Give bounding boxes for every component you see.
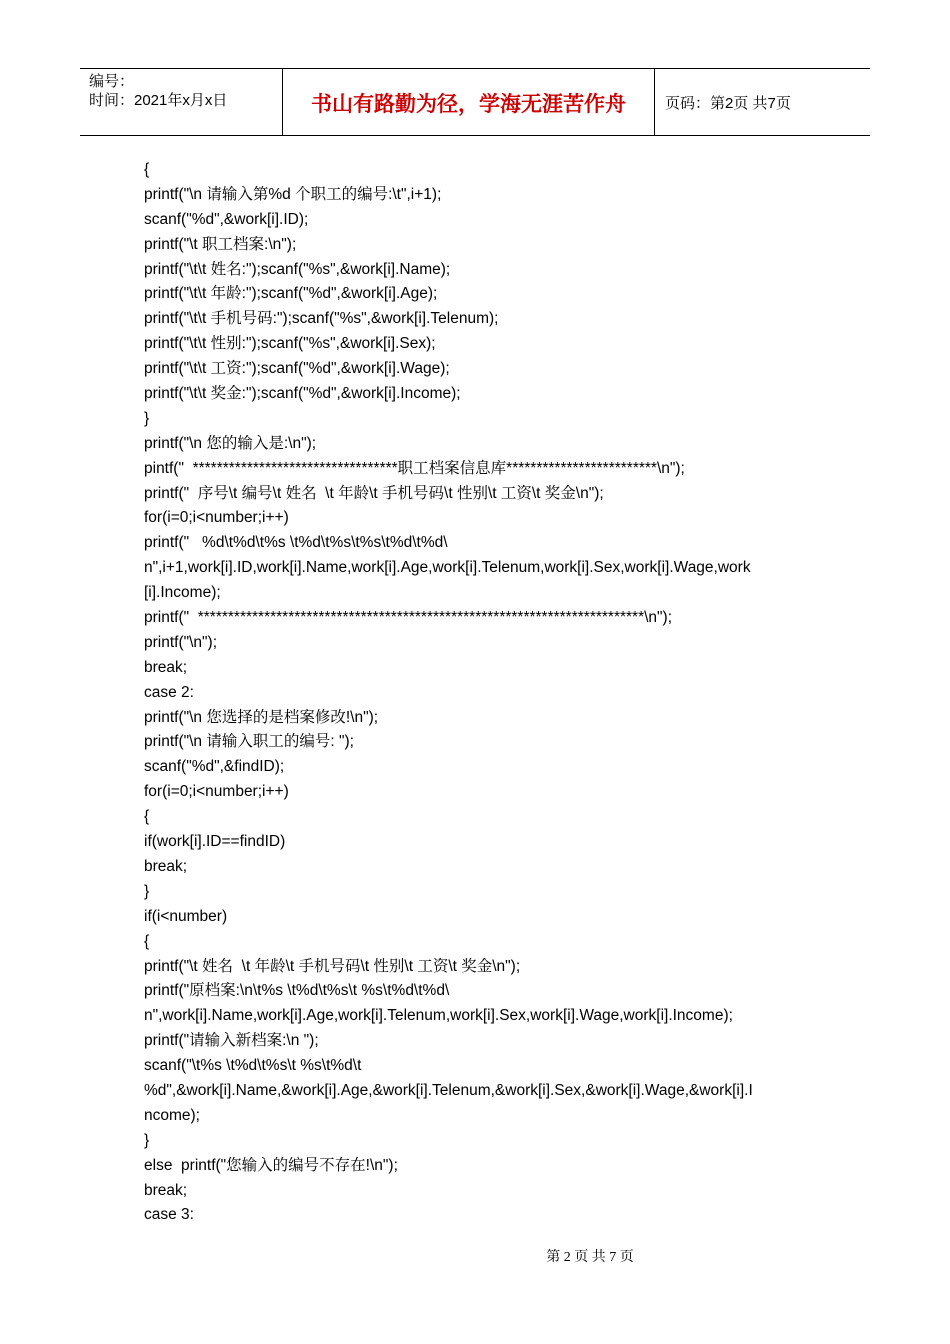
code-line: if(i<number): [144, 907, 228, 925]
code-line: pintf(" **********************************职工档案信息库*************************\n");: [144, 459, 685, 477]
code-line: case 3:: [144, 1206, 194, 1224]
code-line: printf("\t\t 奖金:");scanf("%d",&work[i].Income);: [144, 385, 461, 403]
footer-page-number: 第 2 页 共 7 页: [546, 1250, 634, 1265]
code-line: }: [144, 1131, 150, 1149]
code-line: printf("\t 职工档案:\n");: [144, 235, 297, 253]
code-line: printf(" %d\t%d\t%s \t%d\t%s\t%s\t%d\t%d\: [144, 534, 448, 552]
code-line: break;: [144, 1181, 188, 1199]
motto-text: 书山有路勤为径，学海无涯苦作舟: [311, 92, 626, 116]
code-line: {: [144, 161, 150, 178]
serial-label: 编号：: [89, 73, 135, 90]
code-line: printf("\t\t 手机号码:");scanf("%s",&work[i].Telenum);: [144, 310, 499, 328]
code-line: scanf("\t%s \t%d\t%s\t %s\t%d\t: [144, 1057, 362, 1075]
code-line: {: [144, 932, 150, 950]
code-line: printf(" **************************************************************************\n");: [144, 609, 672, 627]
code-line: %d",&work[i].Name,&work[i].Age,&work[i].Telenum,&work[i].Sex,&work[i].Wage,&work[i].I: [144, 1081, 753, 1099]
code-line: [i].Income);: [144, 584, 221, 602]
code-line: printf("原档案:\n\t%s \t%d\t%s\t %s\t%d\t%d\: [144, 982, 450, 1000]
page-header: [80, 68, 870, 136]
code-line: printf("\t\t 年龄:");scanf("%d",&work[i].Age);: [144, 285, 438, 303]
code-line: scanf("%d",&findID);: [144, 758, 285, 776]
code-line: printf("\n 请输入职工的编号: ");: [144, 733, 354, 751]
code-line: printf("\n 您的输入是:\n");: [144, 434, 317, 452]
code-line: {: [144, 808, 150, 826]
code-line: for(i=0;i<number;i++): [144, 783, 289, 801]
code-block: [144, 158, 834, 1228]
code-line: printf("\t\t 性别:");scanf("%s",&work[i].Sex);: [144, 335, 436, 353]
code-line: else printf("您输入的编号不存在!\n");: [144, 1156, 398, 1174]
code-line: printf("\t 姓名 \t 年龄\t 手机号码\t 性别\t 工资\t 奖金\n");: [144, 957, 521, 975]
code-line: n",i+1,work[i].ID,work[i].Name,work[i].Age,work[i].Telenum,work[i].Sex,work[i].Wage,work: [144, 559, 751, 577]
code-line: n",work[i].Name,work[i].Age,work[i].Telenum,work[i].Sex,work[i].Wage,work[i].Income);: [144, 1007, 733, 1025]
code-line: }: [144, 882, 150, 900]
page-info-text: 页码：第2页 共7页: [665, 94, 791, 112]
code-line: scanf("%d",&work[i].ID);: [144, 210, 309, 228]
time-label: 时间：2021年x月x日: [89, 92, 228, 109]
code-line: }: [144, 409, 150, 427]
code-line: break;: [144, 857, 188, 875]
code-line: if(work[i].ID==findID): [144, 833, 286, 851]
code-line: printf(" 序号\t 编号\t 姓名 \t 年龄\t 手机号码\t 性别\t 工资\t 奖金\n");: [144, 484, 604, 502]
code-line: printf("请输入新档案:\n ");: [144, 1032, 319, 1050]
code-line: printf("\t\t 姓名:");scanf("%s",&work[i].Name);: [144, 260, 451, 278]
code-line: break;: [144, 658, 188, 676]
code-line: for(i=0;i<number;i++): [144, 509, 289, 527]
code-line: case 2:: [144, 683, 194, 701]
code-line: printf("\t\t 工资:");scanf("%d",&work[i].Wage);: [144, 360, 450, 378]
code-line: printf("\n 您选择的是档案修改!\n");: [144, 708, 379, 726]
header-motto-cell: [282, 69, 655, 135]
code-line: printf("\n 请输入第%d 个职工的编号:\t",i+1);: [144, 185, 442, 203]
header-meta: [80, 69, 282, 135]
page-footer: [0, 1246, 950, 1266]
code-line: printf("\n");: [144, 633, 218, 651]
header-page-info: [655, 69, 870, 135]
code-line: ncome);: [144, 1106, 200, 1124]
